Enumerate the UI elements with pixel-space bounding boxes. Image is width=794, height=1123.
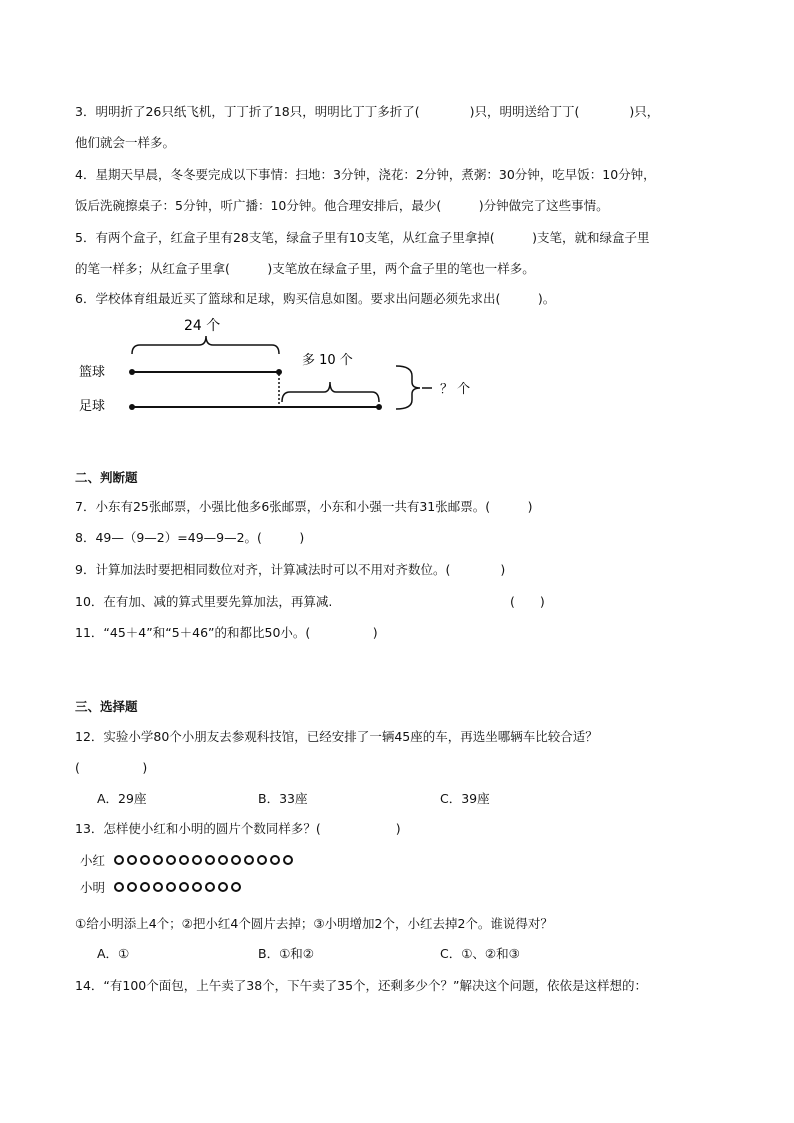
section-2-heading: 二、判断题 <box>75 470 138 485</box>
round-chip <box>166 882 176 892</box>
question-5-line-1: 5．有两个盒子，红盒子里有28支笔，绿盒子里有10支笔，从红盒子里拿掉( )支笔，就和绿盒子里 <box>75 230 650 245</box>
round-chip <box>114 882 124 892</box>
round-chip <box>153 855 163 865</box>
xiaohong-label: 小红 <box>80 853 106 868</box>
question-13-line-2: ①给小明添上4个；②把小红4个圆片去掉；③小明增加2个，小红去掉2个。谁说得对？ <box>75 916 553 931</box>
question-6-line-1: 6．学校体育组最近买了篮球和足球，购买信息如图。要求出问题必须先求出( )。 <box>75 291 556 306</box>
round-chip <box>179 855 189 865</box>
question-4-line-1: 4．星期天早晨，冬冬要完成以下事情：扫地：3分钟，浇花：2分钟，煮粥：30分钟，吃早饭：10分钟， <box>75 167 656 182</box>
question-11: 11．“45＋4”和“5＋46”的和都比50小。( ) <box>75 625 378 640</box>
round-chip <box>166 855 176 865</box>
question-9: 9．计算加法时要把相同数位对齐，计算减法时可以不用对齐数位。( ) <box>75 562 506 577</box>
question-12-line-2: ( ) <box>75 760 148 775</box>
round-chip <box>205 855 215 865</box>
round-chip <box>140 855 150 865</box>
xiaoming-label: 小明 <box>80 880 106 895</box>
round-chip <box>231 855 241 865</box>
round-chip <box>192 882 202 892</box>
question-12-options <box>0 790 794 808</box>
round-chip <box>218 855 228 865</box>
diagram-question-label: ？ 个 <box>440 382 471 397</box>
right-brace <box>396 366 420 409</box>
q12-option-c[interactable]: C．39座 <box>440 791 490 806</box>
question-3-line-2: 他们就会一样多。 <box>75 135 176 150</box>
round-chip <box>244 855 254 865</box>
question-10-answer-paren: ( ) <box>510 594 545 609</box>
question-14-line-1: 14．“有100个面包，上午卖了38个，下午卖了35个，还剩多少个？”解决这个问题，依依是这样想的： <box>75 978 648 993</box>
q12-option-a[interactable]: A．29座 <box>97 791 147 806</box>
question-13-options <box>0 945 794 963</box>
basketball-label: 篮球 <box>79 365 106 380</box>
question-8: 8．49—（9—2）=49—9—2。( ) <box>75 530 305 545</box>
round-chip <box>205 882 215 892</box>
round-chip <box>153 882 163 892</box>
question-7: 7．小东有25张邮票，小强比他多6张邮票，小东和小强一共有31张邮票。( ) <box>75 499 533 514</box>
round-chip <box>231 882 241 892</box>
round-chip <box>192 855 202 865</box>
football-label: 足球 <box>79 399 106 414</box>
round-chip <box>283 855 293 865</box>
more-brace <box>282 382 379 402</box>
basketball-line-start-dot <box>129 369 135 375</box>
question-12-line-1: 12．实验小学80个小朋友去参观科技馆，已经安排了一辆45座的车，再选坐哪辆车比较合适？ <box>75 729 598 744</box>
xiaohong-circles <box>114 855 296 865</box>
diagram-more-label: 多 10 个 <box>302 353 353 368</box>
section-3-heading: 三、选择题 <box>75 699 138 714</box>
question-10: 10．在有加、减的算式里要先算加法，再算减. <box>75 594 333 609</box>
xiaoming-circles <box>114 882 244 892</box>
question-3-line-1: 3．明明折了26只纸飞机，丁丁折了18只，明明比丁丁多折了( )只，明明送给丁丁( )只， <box>75 104 660 119</box>
round-chip <box>127 882 137 892</box>
round-chip <box>140 882 150 892</box>
diagram-top-label: 24 个 <box>184 318 221 334</box>
round-chip <box>218 882 228 892</box>
xiaohong-circles-row <box>80 851 296 869</box>
round-chip <box>114 855 124 865</box>
round-chip <box>270 855 280 865</box>
xiaoming-circles-row <box>80 878 244 896</box>
line-segment-diagram <box>74 312 494 422</box>
q13-option-c[interactable]: C．①、②和③ <box>440 946 520 961</box>
q12-option-b[interactable]: B．33座 <box>258 791 308 806</box>
round-chip <box>179 882 189 892</box>
question-4-line-2: 饭后洗碗擦桌子：5分钟，听广播：10分钟。他合理安排后，最少( )分钟做完了这些事情。 <box>75 198 609 213</box>
question-13-line-1: 13．怎样使小红和小明的圆片个数同样多？( ) <box>75 821 401 836</box>
round-chip <box>257 855 267 865</box>
q13-option-b[interactable]: B．①和② <box>258 946 314 961</box>
top-brace <box>132 336 279 354</box>
q13-option-a[interactable]: A．① <box>97 946 130 961</box>
round-chip <box>127 855 137 865</box>
football-line-start-dot <box>129 404 135 410</box>
question-5-line-2: 的笔一样多；从红盒子里拿( )支笔放在绿盒子里，两个盒子里的笔也一样多。 <box>75 261 535 276</box>
football-line-end-dot <box>376 404 382 410</box>
